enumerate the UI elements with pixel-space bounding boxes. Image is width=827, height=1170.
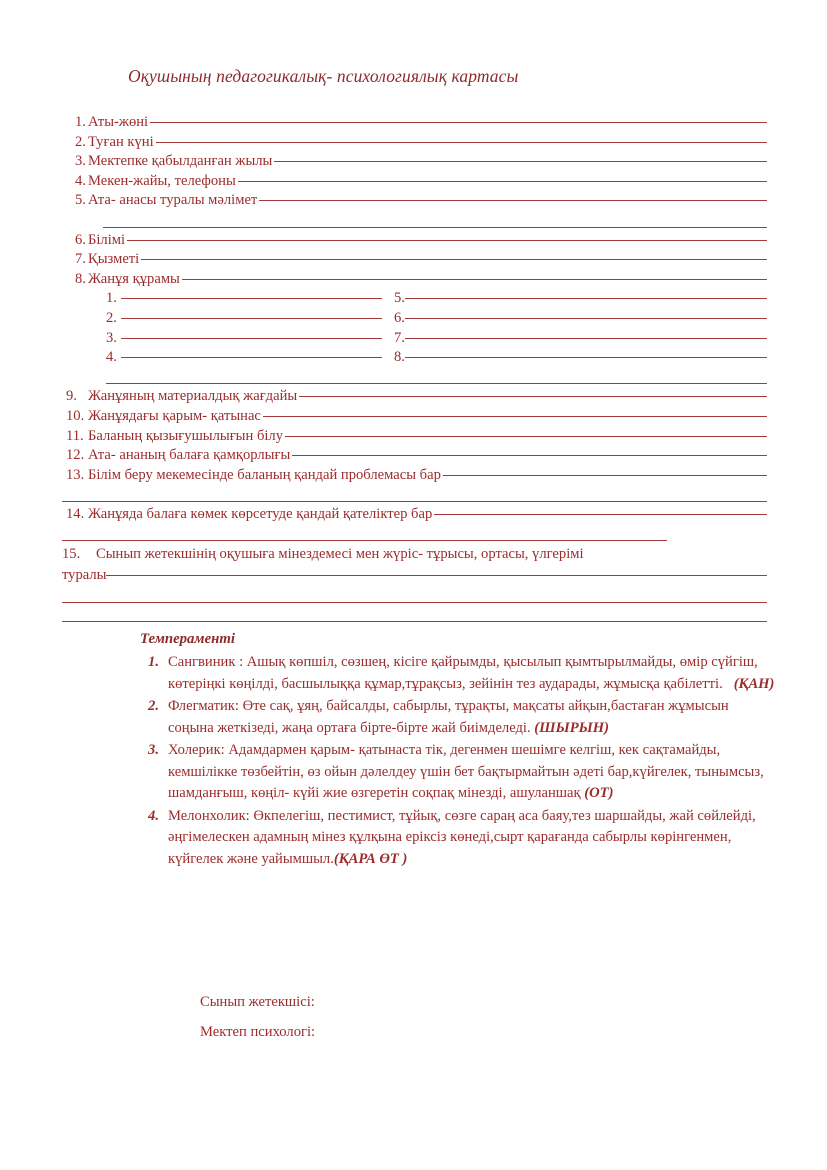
fill-in-line[interactable] [405,298,767,299]
item-number: 3. [75,153,86,170]
item-number: 2. [75,133,86,150]
form-row [62,427,767,447]
temperament-item [140,740,775,805]
item-number: 11. [66,427,84,444]
item-label: Жанұяның материалдық жағдайы [88,388,298,405]
continuation-line-row [62,485,767,505]
sub-item-number: 2. [106,309,117,326]
sub-item-number: 6. [394,309,405,326]
temperament-item-number: 2. [148,698,159,714]
temperament-description: Мелонхолик: Өкпелегіш, пестимист, тұйық, сөзге сараң аса баяу,тез шаршайды, жай сөйлейді, әңгімелескен адамның мінез құлқына еріксіз көнеді,сырт қарағанда сабырлы көрінгенмен, күйгелек және уайымшыл. [168,807,756,867]
fill-in-line[interactable] [121,357,382,358]
item-label: Білім беру мекемесінде баланың қандай проблемасы бар [88,466,441,483]
continuation-line-row [62,586,767,606]
form-row [62,113,767,133]
temperament-item-number: 3. [148,742,159,758]
form-row [62,133,767,153]
fill-in-line[interactable] [62,540,667,541]
temperament-item [140,696,775,739]
item-label: Туған күні [88,133,154,150]
item-number: 1. [75,114,86,130]
item-15-line2 [62,565,767,586]
fill-in-line[interactable] [259,200,767,201]
item-label: Жанұяда балаға көмек көрсетуде қандай қателіктер бар [88,505,433,522]
sub-item-number: 1. [106,290,117,307]
fill-in-line[interactable] [62,621,767,622]
fill-in-line[interactable] [292,455,767,456]
fill-in-line[interactable] [121,338,382,339]
temperament-humor: (ҚАН) [733,675,775,692]
item-number: 7. [75,251,86,268]
sub-item-number: 4. [106,349,117,366]
temperament-section [140,628,775,871]
item-label: Жанұядағы қарым- қатынас [88,407,261,424]
fill-in-line[interactable] [443,475,767,476]
continuation-line-row [62,368,767,388]
family-member-row [106,329,394,349]
sub-item-number: 7. [394,329,405,346]
fill-in-line[interactable] [434,514,767,515]
family-member-row [394,329,767,349]
temperament-item [140,806,775,871]
sub-item-number: 5. [394,290,405,307]
fill-in-line[interactable] [150,122,767,123]
item-number: 4. [75,172,86,189]
temperament-description: Сангвиник : Ашық көпшіл, сөзшең, кісіге қайрымды, қысылып қымтырылмайды, өмір сүйгіш, көтеріңкі көңілді, басшылыққа құмар,тұрақсыз, зейінін тез аударады, жұмысқа қабілетті. [168,654,758,692]
temperament-item-text [168,652,775,695]
student-info-form [62,113,767,625]
item-number: 5. [75,192,86,209]
item-label: Ата- анасы туралы мәлімет [88,192,258,209]
temperament-item-text [168,696,775,739]
temperament-description: Холерик: Адамдармен қарым- қатынаста тік, дегенмен шешімге келгіш, кек сақтамайды, кемшілікке төзбейтін, өз ойын дәлелдеу үшін бет бақтырмайтын әдеті бар,күйгелек, тынымсыз, шамданғыш, көңіл- күйі жие өзгеретін соқпақ мінезді, ашуланшақ [168,742,764,801]
temperament-humor: (ШЫРЫН) [534,719,609,736]
item-number: 14. [66,505,85,522]
item-number: 8. [75,270,86,287]
family-members-subgrid [62,289,767,367]
form-row-15 [62,544,767,586]
signature-block [200,987,315,1047]
fill-in-line[interactable] [405,357,767,358]
item-label: Аты-жөні [88,114,149,130]
temperament-humor: (ОТ) [584,785,614,801]
form-row [62,446,767,466]
fill-in-line[interactable] [62,501,767,502]
temperament-list [140,652,775,870]
fill-in-line[interactable] [121,318,382,319]
family-member-row [106,289,394,309]
sub-item-number: 3. [106,329,117,346]
form-row [62,191,767,211]
continuation-line-row [62,524,767,544]
fill-in-line[interactable] [106,575,767,576]
continuation-line-row [62,606,767,626]
sub-item-number: 8. [394,349,405,366]
item-number: 6. [75,231,86,248]
fill-in-line[interactable] [405,338,767,339]
item-label-continued: туралы [62,567,107,584]
temperament-heading: Темпераменті [140,631,235,647]
temperament-item-text [168,740,775,805]
fill-in-line[interactable] [285,436,767,437]
temperament-description: Флегматик: Өте сақ, ұяң, байсалды, сабырлы, тұрақты, мақсаты айқын,бастаған жұмысын соңына жеткізеді, жаңа ортаға бірте-бірте жай биімделеді. [168,698,729,736]
item-label: Сынып жетекшінің оқушыға мінездемесі мен жүріс- тұрысы, ортасы, үлгерімі [96,546,584,563]
temperament-item-number: 4. [148,807,159,824]
continuation-line-row [62,211,767,231]
temperament-item [140,652,775,695]
form-row [62,270,767,290]
temperament-humor: (ҚАРА ӨТ ) [333,850,408,867]
item-number: 10. [66,407,85,424]
family-member-row [394,289,767,309]
fill-in-line[interactable] [274,161,767,162]
item-label: Мекен-жайы, телефоны [88,172,236,189]
fill-in-line[interactable] [156,142,767,143]
form-row [62,407,767,427]
fill-in-line[interactable] [299,396,767,397]
fill-in-line[interactable] [405,318,767,319]
form-row [62,172,767,192]
item-label: Мектепке қабылданған жылы [88,153,273,170]
fill-in-line[interactable] [127,240,767,241]
fill-in-line[interactable] [121,298,382,299]
fill-in-line[interactable] [106,383,767,384]
temperament-item-number: 1. [148,654,159,670]
fill-in-line[interactable] [62,602,767,603]
family-member-row [106,348,394,368]
signature-class-teacher: Сынып жетекшісі: [200,994,315,1010]
item-label: Білімі [88,231,126,248]
family-member-row [394,309,767,329]
item-15-line1 [62,544,767,565]
temperament-item-text [168,806,775,871]
family-member-row [394,348,767,368]
form-row [62,387,767,407]
form-row [62,505,767,525]
item-label: Баланың қызығушылығын білу [88,427,284,444]
item-number: 13. [66,466,85,483]
signature-school-psychologist: Мектеп психологі: [200,1024,316,1040]
form-row [62,152,767,172]
family-member-row [106,309,394,329]
item-number: 9. [66,388,77,405]
fill-in-line[interactable] [141,259,767,260]
fill-in-line[interactable] [182,279,767,280]
fill-in-line[interactable] [238,181,767,182]
form-row [62,231,767,251]
item-number: 15. [62,546,81,563]
fill-in-line[interactable] [103,227,767,228]
item-number: 12. [66,447,85,464]
item-label: Ата- ананың балаға қамқорлығы [88,447,291,464]
page-title: Оқушының педагогикалық- психологиялық картасы [128,66,519,86]
fill-in-line[interactable] [263,416,767,417]
form-row [62,250,767,270]
form-row [62,466,767,486]
item-label: Жанұя құрамы [88,270,180,287]
item-label: Қызметі [88,251,140,268]
